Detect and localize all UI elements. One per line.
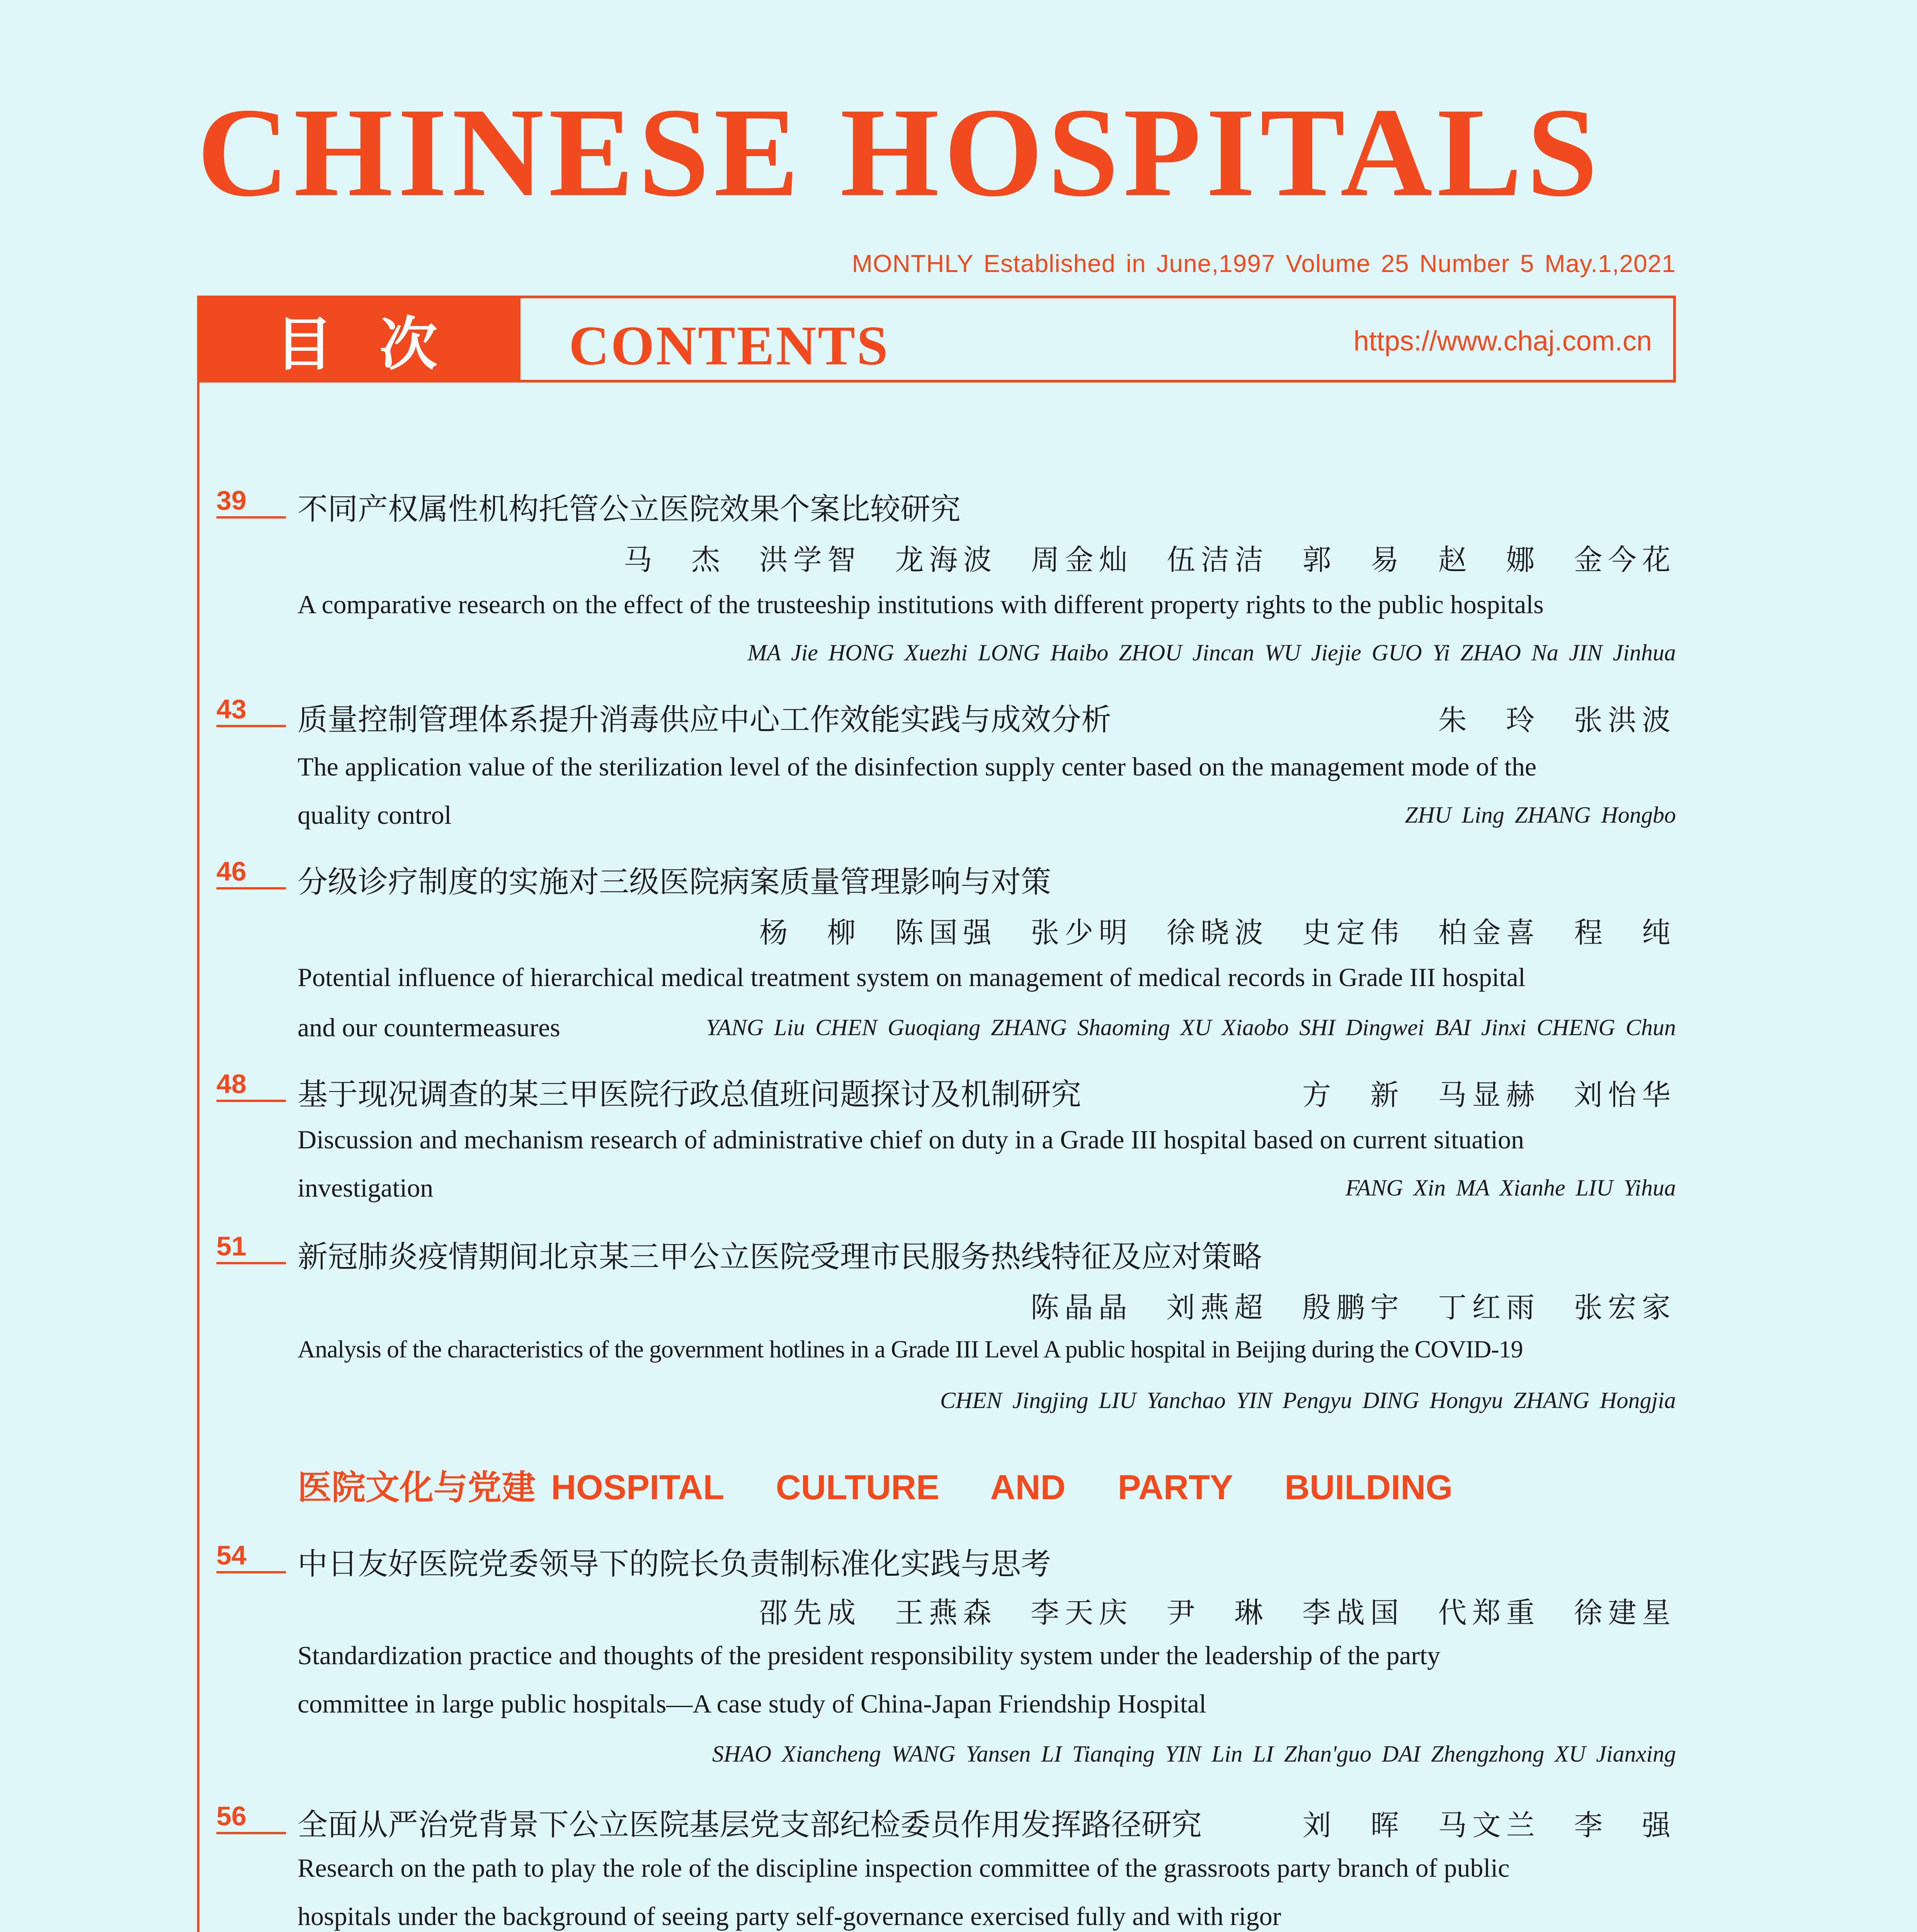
- article-authors-cn: 马 杰 洪学智 龙海波 周金灿 伍洁洁 郭 易 赵 娜 金今花: [623, 543, 1676, 577]
- website-link[interactable]: https://www.chaj.com.cn: [1353, 326, 1652, 357]
- article-title-cn[interactable]: 新冠肺炎疫情期间北京某三甲公立医院受理市民服务热线特征及应对策略: [298, 1240, 1262, 1274]
- article-authors-cn: 朱 玲 张洪波: [1438, 704, 1676, 737]
- article-title-en[interactable]: A comparative research on the effect of the trusteeship institutions with different property rights to the public hospitals: [298, 590, 1544, 619]
- page-number: 46: [216, 856, 286, 889]
- article-title-en-line1[interactable]: Discussion and mechanism research of administrative chief on duty in a Grade III hospital based on current situation: [298, 1125, 1524, 1154]
- issue-meta-line: MONTHLY Established in June,1997 Volume 25 Number 5 May.1,2021: [852, 250, 1676, 277]
- article-authors-en: SHAO Xiancheng WANG Yansen LI Tianqing YIN Lin LI Zhan'guo DAI Zhengzhong XU Jianxing: [712, 1741, 1676, 1767]
- article-title-en-line1[interactable]: Research on the path to play the role of the discipline inspection committee of the grassroots party branch of public: [298, 1853, 1510, 1883]
- article-title-cn[interactable]: 基于现况调查的某三甲医院行政总值班问题探讨及机制研究: [298, 1077, 1082, 1112]
- article-title-en-line2[interactable]: hospitals under the background of seeing party self-governance exercised fully and with rigor: [298, 1901, 1281, 1931]
- article-title-en-line2[interactable]: quality control: [298, 800, 452, 830]
- article-title-en-line2[interactable]: and our countermeasures: [298, 1013, 560, 1042]
- article-title-cn[interactable]: 分级诊疗制度的实施对三级医院病案质量管理影响与对策: [298, 865, 1051, 900]
- article-authors-en: CHEN Jingjing LIU Yanchao YIN Pengyu DING Hongyu ZHANG Hongjia: [940, 1388, 1676, 1413]
- article-title-en-line1[interactable]: Potential influence of hierarchical medical treatment system on management of medical records in Grade III hospital: [298, 963, 1526, 992]
- article-authors-en: ZHU Ling ZHANG Hongbo: [1405, 802, 1676, 828]
- section-title-en: HOSPITAL CULTURE AND PARTY BUILDING: [551, 1468, 1453, 1507]
- section-heading-culture: [298, 1461, 1453, 1509]
- page-number: 43: [216, 694, 286, 727]
- article-authors-en: YANG Liu CHEN Guoqiang ZHANG Shaoming XU Xiaobo SHI Dingwei BAI Jinxi CHENG Chun: [706, 1015, 1676, 1040]
- article-title-en-line1[interactable]: The application value of the sterilization level of the disinfection supply center based on the management mode of the: [298, 752, 1537, 781]
- article-title-en-line2[interactable]: committee in large public hospitals—A case study of China-Japan Friendship Hospital: [298, 1689, 1206, 1718]
- article-title-cn[interactable]: 全面从严治党背景下公立医院基层党支部纪检委员作用发挥路径研究: [298, 1808, 1202, 1842]
- page-number: 54: [216, 1540, 286, 1573]
- article-title-cn[interactable]: 不同产权属性机构托管公立医院效果个案比较研究: [298, 492, 961, 527]
- journal-title: CHINESE HOSPITALS: [197, 82, 1602, 223]
- article-authors-cn: 杨 柳 陈国强 张少明 徐晓波 史定伟 柏金喜 程 纯: [759, 916, 1676, 949]
- article-authors-en: MA Jie HONG Xuezhi LONG Haibo ZHOU Jincan WU Jiejie GUO Yi ZHAO Na JIN Jinhua: [747, 640, 1676, 665]
- left-margin-rule: [197, 383, 199, 1932]
- page-number: 48: [216, 1068, 286, 1102]
- article-title-cn[interactable]: 质量控制管理体系提升消毒供应中心工作效能实践与成效分析: [298, 702, 1112, 737]
- article-title-en-line1[interactable]: Standardization practice and thoughts of the president responsibility system under the leadership of the party: [298, 1641, 1441, 1670]
- contents-header-bar: [197, 296, 1676, 383]
- contents-en-label: CONTENTS: [569, 315, 890, 377]
- contents-cn-label: 目次: [200, 298, 520, 380]
- article-authors-cn: 陈晶晶 刘燕超 殷鹏宇 丁红雨 张宏家: [1030, 1291, 1676, 1324]
- article-authors-cn: 刘 晖 马文兰 李 强: [1302, 1809, 1676, 1842]
- section-title-cn: 医院文化与党建: [298, 1467, 536, 1507]
- article-title-en[interactable]: Analysis of the characteristics of the government hotlines in a Grade III Level A public hospital in Beijing during the COVID-19: [298, 1335, 1523, 1363]
- page-number: 56: [216, 1801, 286, 1834]
- article-authors-en: FANG Xin MA Xianhe LIU Yihua: [1345, 1175, 1676, 1201]
- page-number: 51: [216, 1231, 286, 1264]
- article-title-cn[interactable]: 中日友好医院党委领导下的院长负责制标准化实践与思考: [298, 1547, 1051, 1582]
- article-title-en-line2[interactable]: investigation: [298, 1173, 434, 1202]
- article-authors-cn: 方 新 马显赫 刘怡华: [1302, 1078, 1676, 1112]
- article-authors-cn: 邵先成 王燕森 李天庆 尹 琳 李战国 代郑重 徐建星: [759, 1596, 1676, 1629]
- page-number: 39: [216, 485, 286, 519]
